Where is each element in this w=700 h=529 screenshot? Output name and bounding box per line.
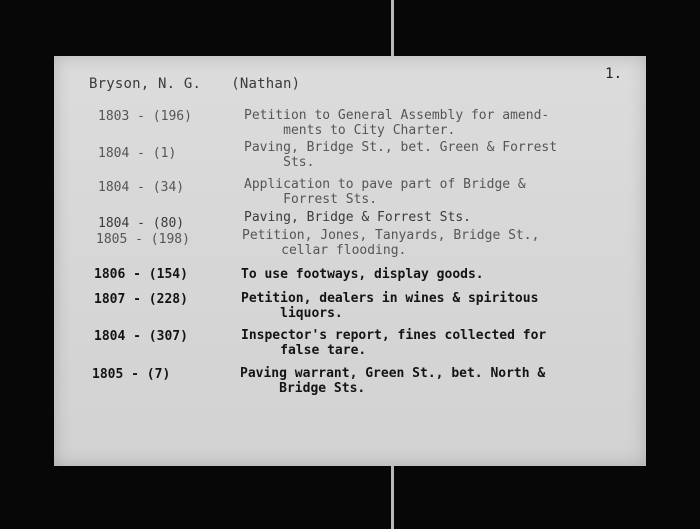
entry-ref: 1804 - (307) <box>94 329 188 344</box>
card-nickname: (Nathan) <box>231 76 301 92</box>
entry-ref: 1806 - (154) <box>94 267 188 282</box>
entry-desc: Petition, dealers in wines & spiritous liquors. <box>241 291 539 321</box>
entry-desc: To use footways, display goods. <box>241 267 484 282</box>
entry-ref: 1803 - (196) <box>98 109 192 124</box>
card-header <box>89 76 300 92</box>
scan-gutter-line-bottom <box>391 466 394 529</box>
scan-gutter-line-top <box>391 0 394 58</box>
entry-desc: Application to pave part of Bridge & Forrest Sts. <box>244 177 526 207</box>
card-name: Bryson, N. G. <box>89 76 202 92</box>
entry-desc: Petition, Jones, Tanyards, Bridge St., cellar flooding. <box>242 228 540 258</box>
entry-desc: Petition to General Assembly for amend- ments to City Charter. <box>244 108 550 138</box>
entry-ref: 1805 - (198) <box>96 232 190 247</box>
entry-desc: Paving warrant, Green St., bet. North & Bridge Sts. <box>240 366 546 396</box>
card-number: 1. <box>605 66 622 82</box>
entry-ref: 1804 - (1) <box>98 146 177 161</box>
entry-desc: Paving, Bridge & Forrest Sts. <box>244 210 471 225</box>
entry-ref: 1804 - (34) <box>98 180 185 195</box>
entry-ref: 1804 - (80) <box>98 216 185 231</box>
entry-ref: 1807 - (228) <box>94 292 188 307</box>
entry-desc: Paving, Bridge St., bet. Green & Forrest Sts. <box>244 140 558 170</box>
index-card <box>54 56 646 466</box>
entry-ref: 1805 - (7) <box>92 367 171 382</box>
entry-desc: Inspector's report, fines collected for false tare. <box>241 328 547 358</box>
